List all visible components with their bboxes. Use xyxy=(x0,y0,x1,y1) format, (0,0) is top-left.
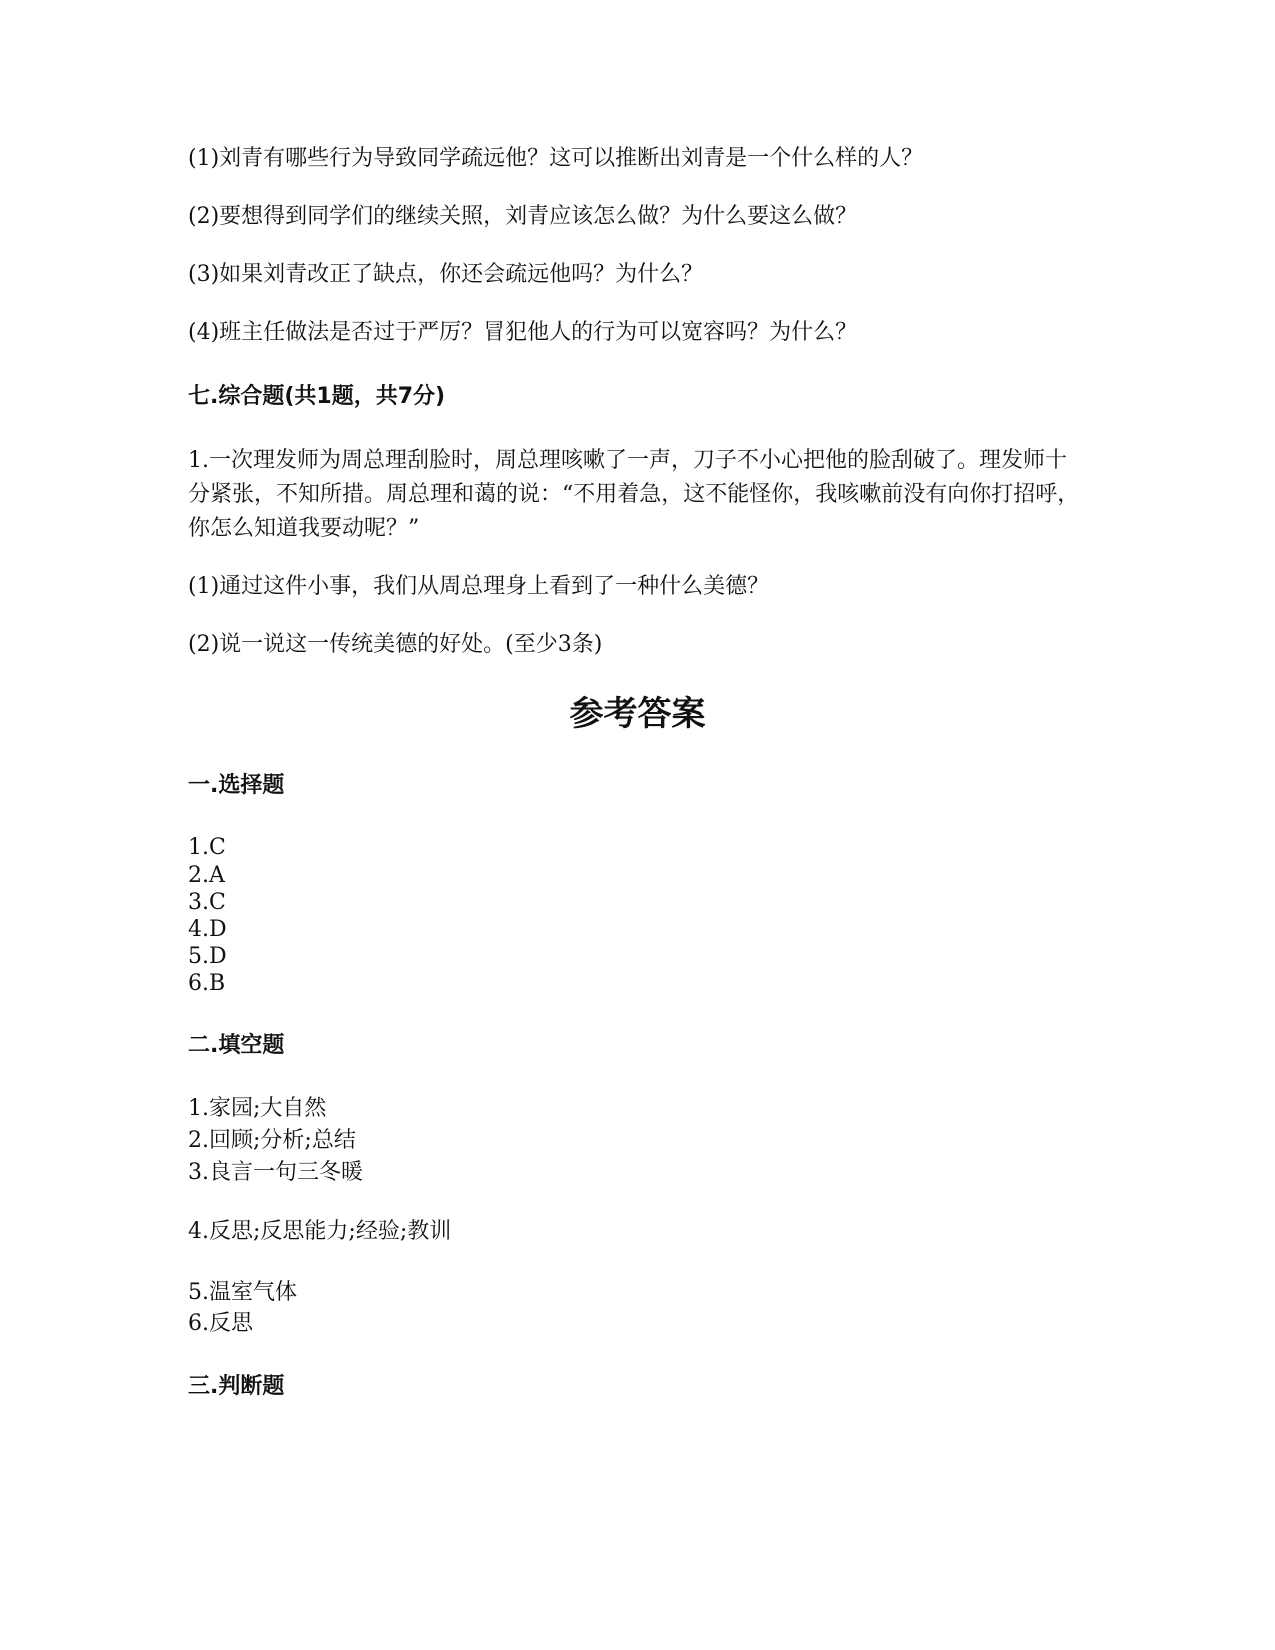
choice-heading: 一.选择题 xyxy=(188,773,285,798)
choice-answer-3: 3.C xyxy=(188,890,226,915)
question-6-1: (1)刘青有哪些行为导致同学疏远他？这可以推断出刘青是一个什么样的人？ xyxy=(188,146,924,171)
choice-answer-2: 2.A xyxy=(188,863,225,888)
question-7-1: (1)通过这件小事，我们从周总理身上看到了一种什么美德？ xyxy=(188,574,770,599)
question-6-4: (4)班主任做法是否过于严厉？冒犯他人的行为可以宽容吗？为什么？ xyxy=(188,320,858,345)
choice-answer-1: 1.C xyxy=(188,835,226,860)
fill-answer-5: 5.温室气体 xyxy=(188,1280,297,1305)
choice-answer-4: 4.D xyxy=(188,917,227,942)
fill-answer-4: 4.反思;反思能力;经验;教训 xyxy=(188,1219,452,1244)
choice-answer-6: 6.B xyxy=(188,971,226,996)
section-7-passage: 1.一次理发师为周总理刮脸时，周总理咳嗽了一声，刀子不小心把他的脸刮破了。理发师十分紧张，不知所措。周总理和蔼的说：“不用着急，这不能怪你，我咳嗽前没有向你打招呼，你怎么知道我要动呢？” xyxy=(188,448,1080,541)
section-7-heading: 七.综合题(共1题，共7分) xyxy=(188,384,446,409)
fill-answer-1: 1.家园;大自然 xyxy=(188,1096,327,1121)
fill-heading: 二.填空题 xyxy=(188,1033,285,1058)
judge-heading: 三.判断题 xyxy=(188,1374,285,1399)
question-6-2: (2)要想得到同学们的继续关照，刘青应该怎么做？为什么要这么做？ xyxy=(188,204,858,229)
fill-answer-2: 2.回顾;分析;总结 xyxy=(188,1128,356,1153)
question-6-3: (3)如果刘青改正了缺点，你还会疏远他吗？为什么？ xyxy=(188,262,704,287)
fill-answer-6: 6.反思 xyxy=(188,1311,253,1336)
fill-answer-3: 3.良言一句三冬暖 xyxy=(188,1160,363,1185)
question-7-2: (2)说一说这一传统美德的好处。(至少3条) xyxy=(188,632,603,657)
answer-title: 参考答案 xyxy=(569,694,706,734)
choice-answer-5: 5.D xyxy=(188,944,227,969)
